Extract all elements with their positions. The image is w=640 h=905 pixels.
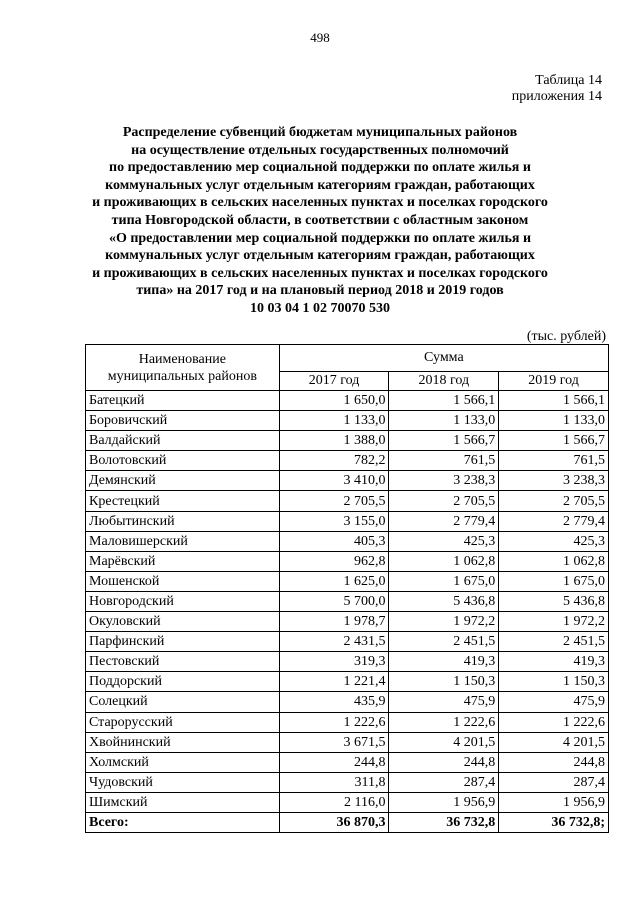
- district-name: Пестовский: [86, 652, 280, 672]
- amount-2018: 2 779,4: [389, 511, 499, 531]
- amount-2017: 435,9: [279, 692, 389, 712]
- total-label: Всего:: [86, 812, 280, 832]
- amount-2017: 962,8: [279, 551, 389, 571]
- table-row: [86, 732, 609, 752]
- district-name: Окуловский: [86, 612, 280, 632]
- district-name: Солецкий: [86, 692, 280, 712]
- column-header-sum: Сумма: [279, 345, 608, 372]
- amount-2017: 1 133,0: [279, 411, 389, 431]
- table-row: [86, 772, 609, 792]
- amount-2017: 2 431,5: [279, 632, 389, 652]
- column-header-2018: 2018 год: [389, 372, 499, 391]
- district-name: Чудовский: [86, 772, 280, 792]
- amount-2018: 761,5: [389, 451, 499, 471]
- district-name: Любытинский: [86, 511, 280, 531]
- amount-2019: 1 150,3: [499, 672, 609, 692]
- amount-2018: 287,4: [389, 772, 499, 792]
- amount-2019: 287,4: [499, 772, 609, 792]
- district-name: Маловишерский: [86, 531, 280, 551]
- table-row: [86, 431, 609, 451]
- table-row: [86, 692, 609, 712]
- amount-2017: 5 700,0: [279, 591, 389, 611]
- amount-2018: 1 675,0: [389, 571, 499, 591]
- district-name: Новгородский: [86, 591, 280, 611]
- column-header-2019: 2019 год: [499, 372, 609, 391]
- amount-2019: 419,3: [499, 652, 609, 672]
- amount-2019: 1 566,7: [499, 431, 609, 451]
- table-row: [86, 752, 609, 772]
- amount-2018: 1 566,1: [389, 391, 499, 411]
- caption-appendix-label: приложения 14: [511, 89, 602, 104]
- amount-2018: 1 150,3: [389, 672, 499, 692]
- amount-2019: 425,3: [499, 531, 609, 551]
- page-number: 498: [310, 30, 330, 45]
- total-2017: 36 870,3: [279, 812, 389, 832]
- district-name: Валдайский: [86, 431, 280, 451]
- document-title: [80, 124, 560, 318]
- table-row: [86, 712, 609, 732]
- district-name: Парфинский: [86, 632, 280, 652]
- table-row: [86, 471, 609, 491]
- title-line: и проживающих в сельских населенных пунктах и поселках городского: [92, 195, 548, 211]
- amount-2018: 1 222,6: [389, 712, 499, 732]
- table-row: [86, 391, 609, 411]
- amount-2018: 3 238,3: [389, 471, 499, 491]
- table-row: [86, 491, 609, 511]
- district-name: Поддорский: [86, 672, 280, 692]
- amount-2017: 244,8: [279, 752, 389, 772]
- amount-2019: 761,5: [499, 451, 609, 471]
- amount-2018: 1 566,7: [389, 431, 499, 451]
- amount-2019: 4 201,5: [499, 732, 609, 752]
- amount-2018: 2 451,5: [389, 632, 499, 652]
- amount-2018: 475,9: [389, 692, 499, 712]
- amount-2017: 1 625,0: [279, 571, 389, 591]
- district-name: Марёвский: [86, 551, 280, 571]
- total-2018: 36 732,8: [389, 812, 499, 832]
- amount-2018: 2 705,5: [389, 491, 499, 511]
- amount-2017: 311,8: [279, 772, 389, 792]
- title-line: типа» на 2017 год и на плановый период 2018 и 2019 годов: [136, 283, 504, 299]
- table-row: [86, 652, 609, 672]
- amount-2019: 2 705,5: [499, 491, 609, 511]
- table-row: [86, 632, 609, 652]
- table-row: [86, 612, 609, 632]
- district-name: Холмский: [86, 752, 280, 772]
- table-body: [86, 391, 609, 833]
- amount-2019: 2 779,4: [499, 511, 609, 531]
- amount-2017: 3 671,5: [279, 732, 389, 752]
- amount-2018: 5 436,8: [389, 591, 499, 611]
- amount-2017: 2 116,0: [279, 792, 389, 812]
- amount-2019: 1 222,6: [499, 712, 609, 732]
- district-name: Хвойнинский: [86, 732, 280, 752]
- title-line: Распределение субвенций бюджетам муниципальных районов: [122, 125, 518, 140]
- amount-2017: 319,3: [279, 652, 389, 672]
- column-header-2017: 2017 год: [279, 372, 389, 391]
- table-row: [86, 531, 609, 551]
- amount-2019: 244,8: [499, 752, 609, 772]
- district-name: Старорусский: [86, 712, 280, 732]
- column-header-name: Наименование муниципальных районов: [86, 345, 280, 391]
- amount-2018: 425,3: [389, 531, 499, 551]
- title-line: по предоставлению мер социальной поддержки по оплате жилья и: [109, 160, 531, 176]
- district-name: Крестецкий: [86, 491, 280, 511]
- title-line: «О предоставлении мер социальной поддержки по оплате жилья и: [108, 230, 532, 246]
- amount-2017: 1 222,6: [279, 712, 389, 732]
- table-row: [86, 411, 609, 431]
- amount-2019: 1 062,8: [499, 551, 609, 571]
- amount-2019: 3 238,3: [499, 471, 609, 491]
- district-name: Боровичский: [86, 411, 280, 431]
- total-row: [86, 812, 609, 832]
- total-2019: 36 732,8;: [499, 812, 609, 832]
- title-line: на осуществление отдельных государственных полномочий: [131, 142, 509, 158]
- district-name: Батецкий: [86, 391, 280, 411]
- amount-2018: 1 062,8: [389, 551, 499, 571]
- amount-2017: 1 221,4: [279, 672, 389, 692]
- amount-2017: 3 155,0: [279, 511, 389, 531]
- title-line: коммунальных услуг отдельным категориям граждан, работающих: [105, 248, 535, 264]
- amount-2018: 419,3: [389, 652, 499, 672]
- title-line: типа Новгородской области, в соответствии с областным законом: [111, 212, 529, 228]
- district-name: Демянский: [86, 471, 280, 491]
- district-name: Волотовский: [86, 451, 280, 471]
- subventions-table: [85, 344, 609, 833]
- amount-2018: 1 972,2: [389, 612, 499, 632]
- amount-2019: 1 956,9: [499, 792, 609, 812]
- amount-2017: 1 978,7: [279, 612, 389, 632]
- district-name: Шимский: [86, 792, 280, 812]
- table-caption: [512, 73, 602, 105]
- amount-2019: 1 133,0: [499, 411, 609, 431]
- table-row: [86, 511, 609, 531]
- amount-2017: 2 705,5: [279, 491, 389, 511]
- table-row: [86, 451, 609, 471]
- table-row: [86, 672, 609, 692]
- amount-2018: 1 133,0: [389, 411, 499, 431]
- units-label: (тыс. рублей): [526, 329, 606, 344]
- amount-2019: 1 675,0: [499, 571, 609, 591]
- caption-table-label: Таблица 14: [535, 73, 602, 88]
- amount-2018: 244,8: [389, 752, 499, 772]
- amount-2018: 1 956,9: [389, 792, 499, 812]
- table-row: [86, 571, 609, 591]
- amount-2019: 5 436,8: [499, 591, 609, 611]
- amount-2019: 2 451,5: [499, 632, 609, 652]
- amount-2017: 1 650,0: [279, 391, 389, 411]
- amount-2017: 1 388,0: [279, 431, 389, 451]
- amount-2019: 475,9: [499, 692, 609, 712]
- amount-2017: 3 410,0: [279, 471, 389, 491]
- table-row: [86, 551, 609, 571]
- title-budget-code: 10 03 04 1 02 70070 530: [250, 300, 390, 316]
- table-row: [86, 792, 609, 812]
- title-line: коммунальных услуг отдельным категориям граждан, работающих: [105, 177, 535, 193]
- table-row: [86, 591, 609, 611]
- amount-2018: 4 201,5: [389, 732, 499, 752]
- amount-2017: 405,3: [279, 531, 389, 551]
- amount-2019: 1 566,1: [499, 391, 609, 411]
- amount-2017: 782,2: [279, 451, 389, 471]
- district-name: Мошенской: [86, 571, 280, 591]
- amount-2019: 1 972,2: [499, 612, 609, 632]
- title-line: и проживающих в сельских населенных пунктах и поселках городского: [92, 265, 548, 281]
